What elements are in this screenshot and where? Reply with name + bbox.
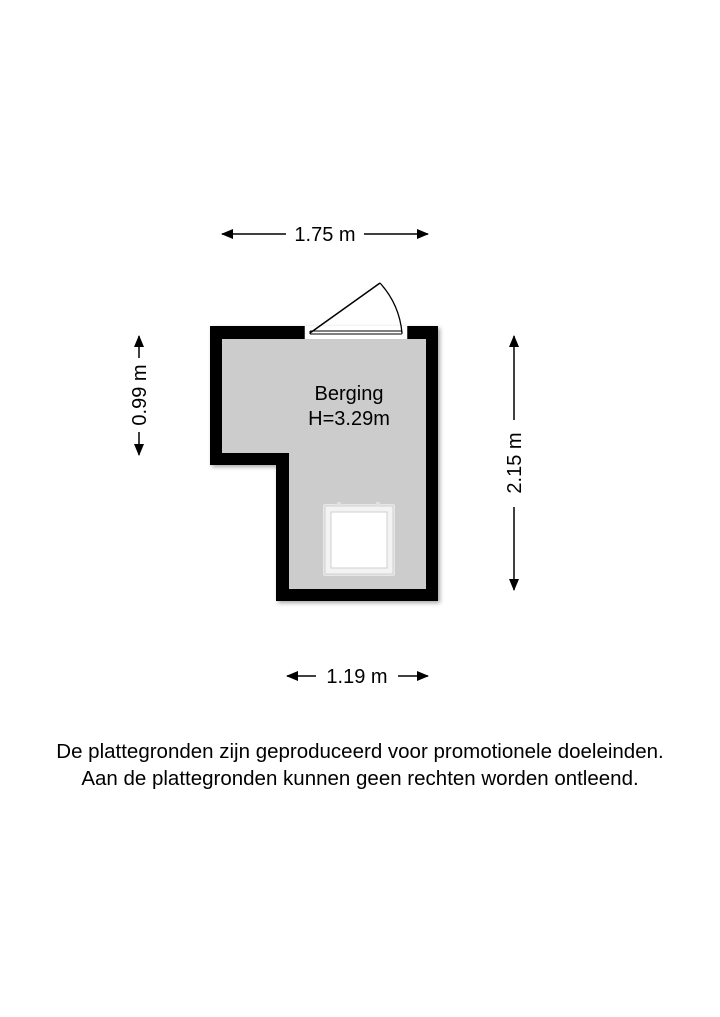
appliance	[323, 502, 395, 576]
disclaimer-line-2: Aan de plattegronden kunnen geen rechten worden ontleend.	[81, 767, 639, 790]
dimension-right-label: 2.15 m	[504, 432, 526, 494]
room-name: Berging	[314, 383, 384, 405]
dimension-left	[129, 336, 151, 455]
dimension-top-label: 1.75 m	[294, 224, 356, 246]
door-leaf	[310, 283, 380, 333]
dimension-right	[504, 336, 526, 590]
door	[304, 283, 408, 339]
room-height: H=3.29m	[308, 408, 390, 430]
door-swing-arc	[380, 283, 402, 333]
dimension-bottom-label: 1.19 m	[326, 666, 388, 688]
disclaimer-line-1: De plattegronden zijn geproduceerd voor promotionele doeleinden.	[56, 740, 664, 763]
dimension-left-label: 0.99 m	[129, 364, 151, 426]
dimension-bottom	[287, 666, 428, 688]
dimension-top	[222, 224, 428, 246]
